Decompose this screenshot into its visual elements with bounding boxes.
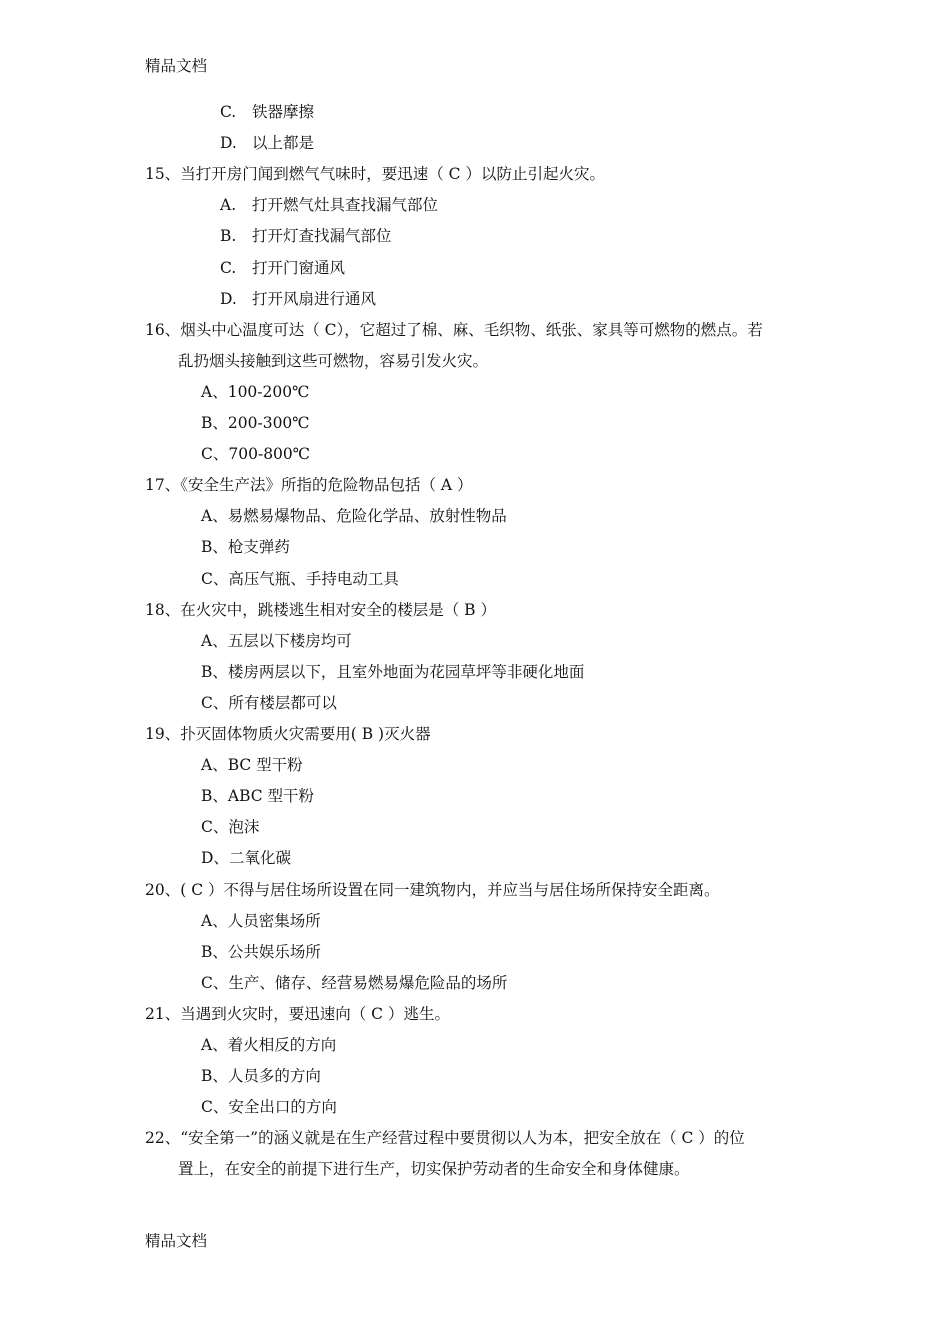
answer-option (201, 1096, 337, 1118)
option-text: 100-200℃ (227, 382, 310, 401)
option-text: 楼房两层以下，且室外地面为花园草坪等非硬化地面 (227, 662, 585, 681)
option-label: A、 (201, 631, 228, 650)
option-text: 所有楼层都可以 (228, 693, 337, 712)
option-label: D. (220, 289, 237, 308)
option-label: B、 (201, 942, 228, 961)
option-text: 泡沫 (228, 818, 260, 837)
option-text: 200-300℃ (227, 414, 310, 432)
question-text-continued: 乱扔烟头接触到这些可燃物，容易引发火灾。 (178, 351, 489, 370)
option-label: A、 (201, 911, 228, 930)
answer-option (220, 194, 438, 216)
option-label: B、 (201, 787, 228, 806)
option-label: C. (220, 103, 237, 121)
answer-option (220, 257, 345, 279)
option-text: 人员密集场所 (227, 911, 321, 930)
answer-option (220, 288, 376, 310)
option-label: B、 (201, 1067, 228, 1086)
question-text-continued: 置上，在安全的前提下进行生产，切实保护劳动者的生命安全和身体健康。 (178, 1160, 690, 1179)
option-label: D、 (201, 849, 229, 868)
option-text: BC 型干粉 (227, 756, 303, 775)
question-text: 15、当打开房门闻到燃气气味时，要迅速（ C ）以防止引起火灾。 (145, 165, 605, 184)
answer-option (201, 1065, 321, 1087)
question-text: 16、烟头中心温度可达（ C），它超过了棉、麻、毛织物、纸张、家具等可燃物的燃点。若 (145, 320, 763, 339)
question-text: 21、当遇到火灾时，要迅速向（ C ）逃生。 (145, 1004, 450, 1023)
option-text: 公共娱乐场所 (227, 942, 321, 961)
option-text: 枪支弹药 (227, 538, 290, 557)
answer-option (201, 941, 321, 963)
question-text: 18、在火灾中，跳楼逃生相对安全的楼层是（ B ） (145, 600, 496, 619)
answer-option (201, 692, 337, 714)
page-header: 精品文档 (145, 57, 208, 75)
answer-option (201, 381, 309, 403)
option-text: 五层以下楼房均可 (227, 631, 352, 650)
answer-option (201, 816, 259, 838)
option-label: B、 (201, 414, 228, 432)
option-text: 铁器摩擦 (252, 103, 315, 121)
question-text: 19、扑灭固体物质火灾需要用( B )灭火器 (145, 725, 431, 743)
option-text: 以上都是 (252, 134, 315, 153)
answer-option (201, 630, 352, 652)
question-text: 17、《安全生产法》所指的危险物品包括（ A ） (145, 476, 473, 495)
page-footer: 精品文档 (145, 1232, 208, 1250)
option-text: ABC 型干粉 (227, 787, 315, 806)
answer-option (201, 1034, 336, 1056)
option-text: 安全出口的方向 (228, 1098, 337, 1117)
answer-option (201, 910, 321, 932)
option-text: 打开灯查找漏气部位 (252, 227, 392, 246)
answer-option (201, 412, 310, 434)
option-label: B、 (201, 538, 228, 557)
option-text: 高压气瓶、手持电动工具 (228, 569, 399, 588)
option-label: C、 (201, 693, 229, 712)
answer-option (201, 505, 507, 527)
answer-option (220, 225, 392, 247)
question-text: 20、( C ）不得与居住场所设置在同一建筑物内，并应当与居住场所保持安全距离。 (145, 880, 720, 899)
option-label: A、 (201, 507, 228, 526)
answer-option (201, 443, 310, 465)
option-label: A、 (201, 756, 228, 775)
option-label: C、 (201, 1098, 229, 1117)
option-text: 700-800℃ (228, 445, 311, 464)
answer-option (201, 661, 584, 683)
option-label: B、 (201, 662, 228, 681)
answer-option (201, 785, 314, 807)
option-label: C、 (201, 445, 229, 464)
option-text: 打开门窗通风 (252, 258, 346, 277)
option-label: A、 (201, 1036, 228, 1054)
option-label: A. (220, 196, 237, 215)
option-label: C、 (201, 973, 229, 992)
answer-option (201, 754, 303, 776)
option-text: 打开风扇进行通风 (252, 289, 377, 308)
option-label: A、 (201, 382, 228, 401)
question-text: 22、“安全第一”的涵义就是在生产经营过程中要贯彻以人为本，把安全放在（ C ）的位 (145, 1129, 745, 1148)
option-label: C、 (201, 818, 229, 837)
option-text: 二氧化碳 (228, 849, 291, 868)
answer-option (220, 101, 314, 123)
answer-option (201, 847, 291, 869)
option-text: 生产、储存、经营易燃易爆危险品的场所 (228, 973, 508, 992)
answer-option (201, 536, 290, 558)
option-text: 易燃易爆物品、危险化学品、放射性物品 (227, 507, 507, 526)
answer-option (201, 972, 507, 994)
answer-option (220, 132, 314, 154)
option-label: C. (220, 258, 237, 277)
option-label: C、 (201, 569, 229, 588)
option-text: 着火相反的方向 (227, 1036, 337, 1054)
option-label: B. (220, 227, 237, 246)
option-text: 打开燃气灶具查找漏气部位 (252, 196, 439, 215)
option-label: D. (220, 134, 237, 153)
answer-option (201, 568, 399, 590)
option-text: 人员多的方向 (227, 1067, 321, 1086)
